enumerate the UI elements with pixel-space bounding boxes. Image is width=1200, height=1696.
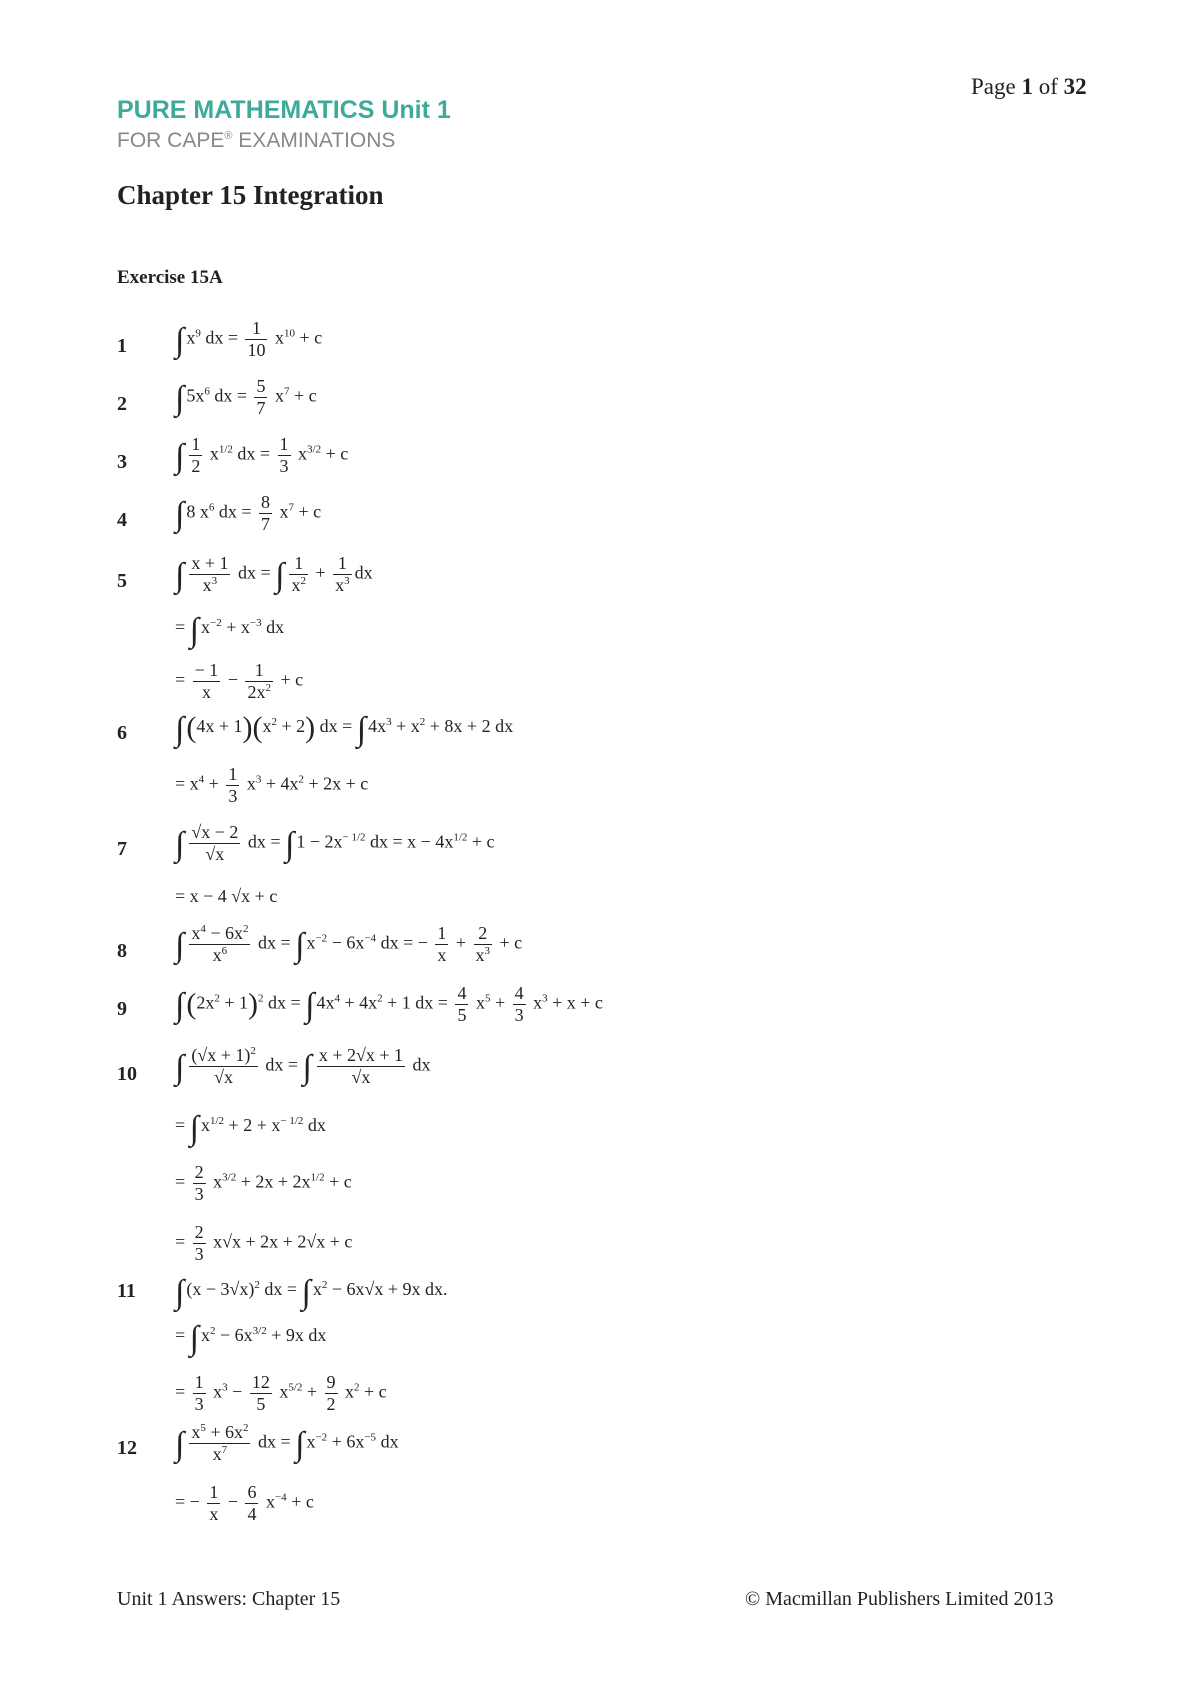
- answer-line: = $\frac{- 1}{x}$ − $\frac{1}{2x^2}$ + c: [175, 660, 304, 702]
- answer-line: $\int(2x^2 + 1)^2$ dx = ∫ $4x^4 + 4x^2 + 1$ dx = $\frac{4}{5}$ $x^5$ + $\frac{4}{3}$ $x^3 + x + c$: [175, 983, 603, 1025]
- answer-line: = − $\frac{1}{x}$ − $\frac{6}{4}$ $x^{-4} + c$: [175, 1482, 314, 1524]
- registered-mark: ®: [224, 130, 233, 142]
- question-number: 10: [117, 1063, 137, 1085]
- page-total: 32: [1063, 74, 1087, 99]
- question-number: 2: [117, 393, 127, 415]
- page-current: 1: [1021, 74, 1033, 99]
- answer-line: ∫ $\frac{1}{2}$ $x^{1/2}$ dx = $\frac{1}{3}$ $x^{3/2} + c$: [175, 434, 349, 476]
- question-number: 11: [117, 1280, 136, 1302]
- answer-line: = x − 4 √x + c: [175, 886, 278, 906]
- question-number: 3: [117, 451, 127, 473]
- question-number: 12: [117, 1437, 137, 1459]
- answer-line: ∫ $\frac{√x - 2}{√x}$ dx = ∫ $1 - 2x^{- 1/2}$ dx = $x - 4x^{1/2} + c$: [175, 822, 495, 864]
- answer-line: = $\frac{2}{3}$ $x^{3/2} + 2x + 2x^{1/2} + c$: [175, 1162, 352, 1204]
- question-number: 8: [117, 940, 127, 962]
- question-number: 1: [117, 335, 127, 357]
- answer-line: ∫ $\frac{x^5 + 6x^2}{x^7}$ dx = ∫ $x^{-2} + 6x^{-5}$ dx: [175, 1422, 399, 1464]
- answer-line: ∫ $(x - 3√x)^2$ dx = ∫ $x^2 - 6x√x + 9x$ dx.: [175, 1274, 448, 1311]
- answer-line: = $x^4$ + $\frac{1}{3}$ $x^3 + 4x^2 + 2x + c$: [175, 764, 369, 806]
- answer-line: = ∫ $x^{1/2} + 2 + x^{- 1/2}$ dx: [175, 1110, 326, 1147]
- question-number: 9: [117, 998, 127, 1020]
- answer-line: ∫ $\frac{x + 1}{x^3}$ dx = ∫ $\frac{1}{x^2}$ + $\frac{1}{x^3}$ dx: [175, 553, 373, 595]
- footer-copyright: © Macmillan Publishers Limited 2013: [745, 1588, 1054, 1610]
- question-number: 7: [117, 838, 127, 860]
- question-number: 6: [117, 722, 127, 744]
- answer-line: = $\frac{1}{3}$ $x^3$ − $\frac{12}{5}$ $x^{5/2}$ + $\frac{9}{2}$ $x^2 + c$: [175, 1372, 387, 1414]
- page-label: Page: [971, 74, 1022, 99]
- page-number: [971, 74, 1087, 100]
- answer-line: ∫ $\frac{(√x + 1)^2}{√x}$ dx = ∫ $\frac{x + 2√x + 1}{√x}$ dx: [175, 1045, 431, 1087]
- brand-subtitle-pre: FOR CAPE: [117, 129, 225, 152]
- chapter-title: Chapter 15 Integration: [117, 180, 384, 210]
- page-of: of: [1032, 74, 1064, 99]
- question-number: 5: [117, 570, 127, 592]
- answer-line: ∫ $5x^6$ dx = $\frac{5}{7}$ $x^7 + c$: [175, 376, 317, 418]
- answer-line: ∫ 8 $x^6$ dx = $\frac{8}{7}$ $x^7 + c$: [175, 492, 322, 534]
- answer-line: = ∫ $x^2 - 6x^{3/2} + 9x$ dx: [175, 1320, 327, 1357]
- brand-title: PURE MATHEMATICS Unit 1: [117, 96, 451, 124]
- exercise-title: Exercise 15A: [117, 267, 223, 288]
- footer-chapter: Unit 1 Answers: Chapter 15: [117, 1588, 341, 1610]
- answer-line: = $\frac{2}{3}$ x√x + 2x + 2√x + c: [175, 1222, 353, 1264]
- answer-line: $\int(4x + 1)(x^2 + 2)$ dx = ∫ $4x^3 + x^2 + 8x + 2$ dx: [175, 711, 514, 748]
- answer-line: ∫ $x^9$ dx = $\frac{1}{10}$ $x^{10} + c$: [175, 318, 323, 360]
- answer-line: ∫ $\frac{x^4 - 6x^2}{x^6}$ dx = ∫ $x^{-2} - 6x^{-4}$ dx = − $\frac{1}{x}$ + $\frac{2}{x^3}$ + c: [175, 923, 523, 965]
- question-number: 4: [117, 509, 127, 531]
- brand-subtitle-post: EXAMINATIONS: [232, 129, 396, 152]
- answer-line: = ∫ $x^{-2} + x^{-3}$ dx: [175, 612, 285, 649]
- brand-subtitle: [117, 129, 395, 153]
